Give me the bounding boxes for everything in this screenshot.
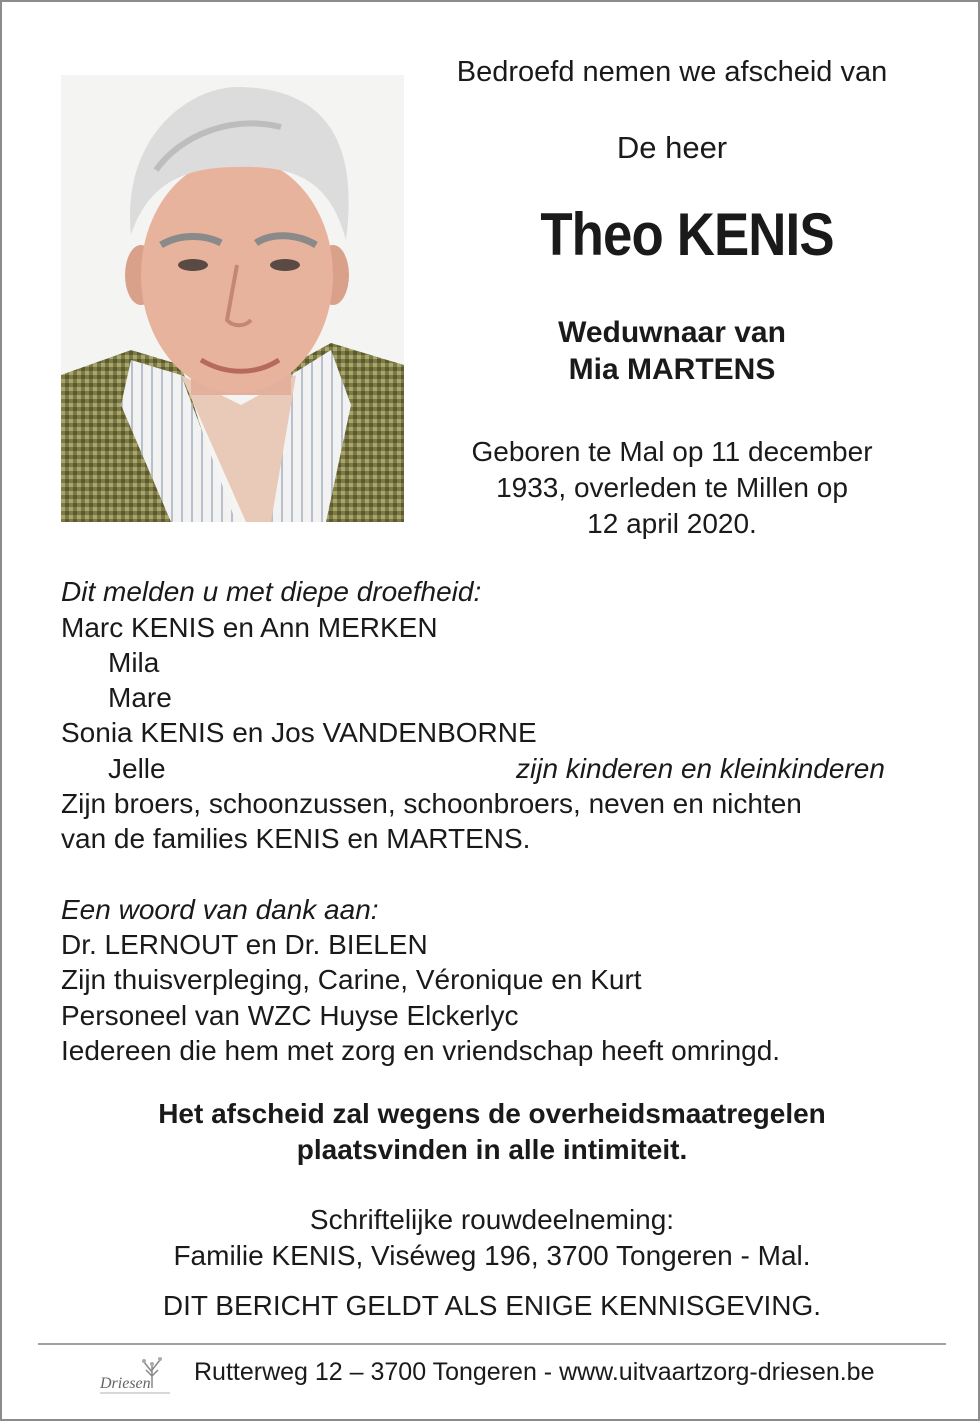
honorific: De heer [616,130,728,165]
spouse-name: Mia MARTENS [568,353,776,386]
widower-of [422,314,922,388]
dates-line: 12 april 2020. [587,508,757,539]
notice-line: plaatsvinden in alle intimiteit. [296,1134,688,1165]
thanks-line: Dr. LERNOUT en Dr. BIELEN [61,929,428,960]
funeral-home-logo [98,1352,174,1400]
thanks-heading: Een woord van dank aan: [61,894,379,925]
family-line: Jelle [108,753,166,784]
official-notice: DIT BERICHT GELDT ALS ENIGE KENNISGEVING. [162,1290,822,1321]
thanks-line: Iedereen die hem met zorg en vriendschap heeft omringd. [61,1035,781,1066]
family-line: Marc KENIS en Ann MERKEN [61,612,438,643]
birth-death-dates [422,434,922,542]
deceased-name: Theo KENIS [540,201,834,268]
thanks-line: Personeel van WZC Huyse Elckerlyc [61,1000,519,1031]
tree-logo-icon [98,1352,174,1400]
family-heading: Dit melden u met diepe droefheid: [61,576,482,607]
portrait-illustration [61,75,404,522]
dates-line: Geboren te Mal op 11 december [471,436,873,467]
condolence-label: Schriftelijke rouwdeelneming: [309,1204,675,1235]
condolence-address [42,1202,942,1274]
relatives-line: Zijn broers, schoonzussen, schoonbroers, neven en nichten [61,788,802,819]
family-line: Sonia KENIS en Jos VANDENBORNE [61,717,537,748]
intro-text: Bedroefd nemen we afscheid van [456,56,888,88]
logo-text: Driesen [100,1375,151,1392]
farewell-notice [42,1096,942,1168]
footer-divider [38,1343,946,1345]
condolence-address-line: Familie KENIS, Viséweg 196, 3700 Tongeren - Mal. [173,1240,811,1271]
widower-label: Weduwnaar van [558,316,786,349]
family-line: Mare [108,682,172,713]
relatives-line: van de families KENIS en MARTENS. [61,823,531,854]
funeral-home-address: Rutterweg 12 – 3700 Tongeren - www.uitvaartzorg-driesen.be [194,1358,875,1386]
dates-line: 1933, overleden te Millen op [496,472,848,503]
portrait-photo [61,75,404,522]
family-line: Mila [108,647,160,678]
notice-line: Het afscheid zal wegens de overheidsmaatregelen [158,1098,826,1129]
thanks-line: Zijn thuisverpleging, Carine, Véronique en Kurt [61,964,642,995]
family-relation: zijn kinderen en kleinkinderen [516,753,885,784]
